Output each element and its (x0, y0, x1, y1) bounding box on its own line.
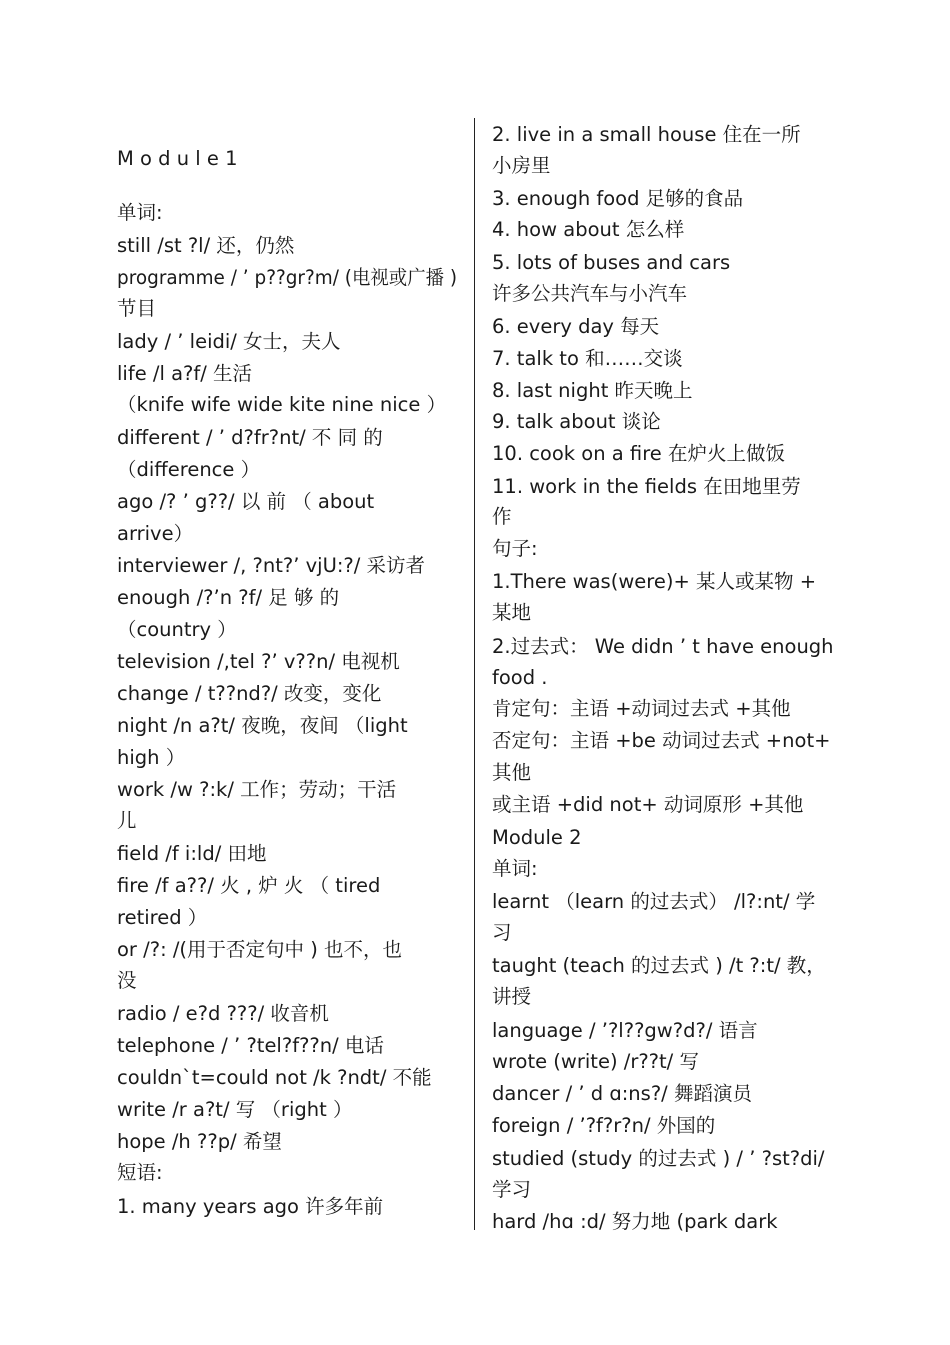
phrase-line: 7. talk to 和……交谈 (492, 347, 683, 370)
vocab-line: radio / e?d ???/ 收音机 (117, 1002, 329, 1025)
module-1-title: M o d u l e 1 (117, 147, 238, 170)
module-2-title: Module 2 (492, 826, 582, 849)
column-divider (474, 118, 475, 1230)
sentence-line: 否定句：主语 +be 动词过去式 +not+ (492, 729, 831, 752)
phrase-line: 1. many years ago 许多年前 (117, 1195, 384, 1218)
vocab-line: 节目 (117, 297, 157, 320)
vocab-line: 学习 (492, 1178, 532, 1201)
vocab-line: life /l a?f/ 生活 (117, 362, 253, 385)
vocab-line: fire /f a??/ 火 , 炉 火 （ tired (117, 874, 381, 897)
vocab-line: lady / ’ leidi/ 女士，夫人 (117, 330, 341, 353)
phrase-line: 3. enough food 足够的食品 (492, 187, 744, 210)
vocab-line: interviewer /, ?nt?’ vjU:?/ 采访者 (117, 554, 426, 577)
phrase-line: 9. talk about 谈论 (492, 410, 661, 433)
vocab-line: still /st ?l/ 还，仍然 (117, 234, 295, 257)
sentence-line: 肯定句：主语 +动词过去式 +其他 (492, 697, 791, 720)
sentence-line: 1.There was(were)+ 某人或某物 + (492, 570, 817, 593)
vocab-line: hope /h ??p/ 希望 (117, 1130, 282, 1153)
phrase-line: 10. cook on a fire 在炉火上做饭 (492, 442, 785, 465)
vocab-line: arrive） (117, 522, 194, 545)
vocab-line: studied (study 的过去式 ) / ’ ?st?di/ (492, 1147, 825, 1170)
phrase-line: 5. lots of buses and cars (492, 251, 731, 274)
vocab-line: 没 (117, 969, 137, 992)
section-heading: 句子: (492, 537, 538, 560)
section-heading: 单词: (117, 201, 163, 224)
vocab-line: dancer / ’ d ɑ:ns?/ 舞蹈演员 (492, 1082, 752, 1105)
vocab-line: （difference ） (117, 458, 261, 481)
phrase-line: 11. work in the fields 在田地里劳 (492, 475, 801, 498)
vocab-line: （country ） (117, 618, 237, 641)
vocab-line: programme / ’ p??gr?m/ (电视或广播 ) (117, 266, 458, 289)
vocab-line: 讲授 (492, 985, 532, 1008)
vocab-line: 习 (492, 921, 512, 944)
phrase-line: 许多公共汽车与小汽车 (492, 282, 688, 305)
vocab-line: （knife wife wide kite nine nice ） (117, 393, 447, 416)
vocab-line: couldn`t=could not /k ?ndt/ 不能 (117, 1066, 432, 1089)
vocab-line: telephone / ’ ?tel?f??n/ 电话 (117, 1034, 384, 1057)
phrase-line: 2. live in a small house 住在一所 (492, 123, 801, 146)
vocab-line: 儿 (117, 809, 137, 832)
vocab-line: different / ’ d?fr?nt/ 不 同 的 (117, 426, 383, 449)
vocab-line: foreign / ’?f?r?n/ 外国的 (492, 1114, 716, 1137)
section-heading: 单词: (492, 857, 538, 880)
vocab-line: television /,tel ?’ v??n/ 电视机 (117, 650, 400, 673)
vocab-line: work /w ?:k/ 工作；劳动；干活 (117, 778, 397, 801)
vocab-line: change / t??nd?/ 改变，变化 (117, 682, 382, 705)
vocab-line: wrote (write) /r??t/ 写 (492, 1050, 699, 1073)
phrase-line: 小房里 (492, 154, 551, 177)
phrase-line: 4. how about 怎么样 (492, 218, 685, 241)
vocab-line: enough /?’n ?f/ 足 够 的 (117, 586, 340, 609)
vocab-line: ago /? ’ g??/ 以 前 （ about (117, 490, 375, 513)
phrase-line: 作 (492, 505, 512, 528)
vocab-line: hard /hɑ :d/ 努力地 (park dark (492, 1210, 778, 1233)
section-heading: 短语: (117, 1161, 163, 1184)
vocab-line: high ） (117, 746, 186, 769)
sentence-line: 或主语 +did not+ 动词原形 +其他 (492, 793, 804, 816)
vocab-line: night /n a?t/ 夜晚，夜间 （light (117, 714, 408, 737)
phrase-line: 6. every day 每天 (492, 315, 660, 338)
vocab-line: learnt （learn 的过去式） /l?:nt/ 学 (492, 890, 816, 913)
vocab-line: or /?: /(用于否定句中 ) 也不，也 (117, 938, 403, 961)
sentence-line: 某地 (492, 601, 532, 624)
vocab-line: language / ’?l??gw?d?/ 语言 (492, 1019, 758, 1042)
vocab-line: write /r a?t/ 写 （right ） (117, 1098, 353, 1121)
sentence-line: 2.过去式： We didn ’ t have enough (492, 635, 834, 658)
phrase-line: 8. last night 昨天晚上 (492, 379, 693, 402)
sentence-line: food . (492, 666, 548, 689)
sentence-line: 其他 (492, 761, 532, 784)
vocab-line: taught (teach 的过去式 ) /t ?:t/ 教， (492, 954, 826, 977)
vocab-line: retired ） (117, 906, 208, 929)
vocab-line: field /f i:ld/ 田地 (117, 842, 267, 865)
